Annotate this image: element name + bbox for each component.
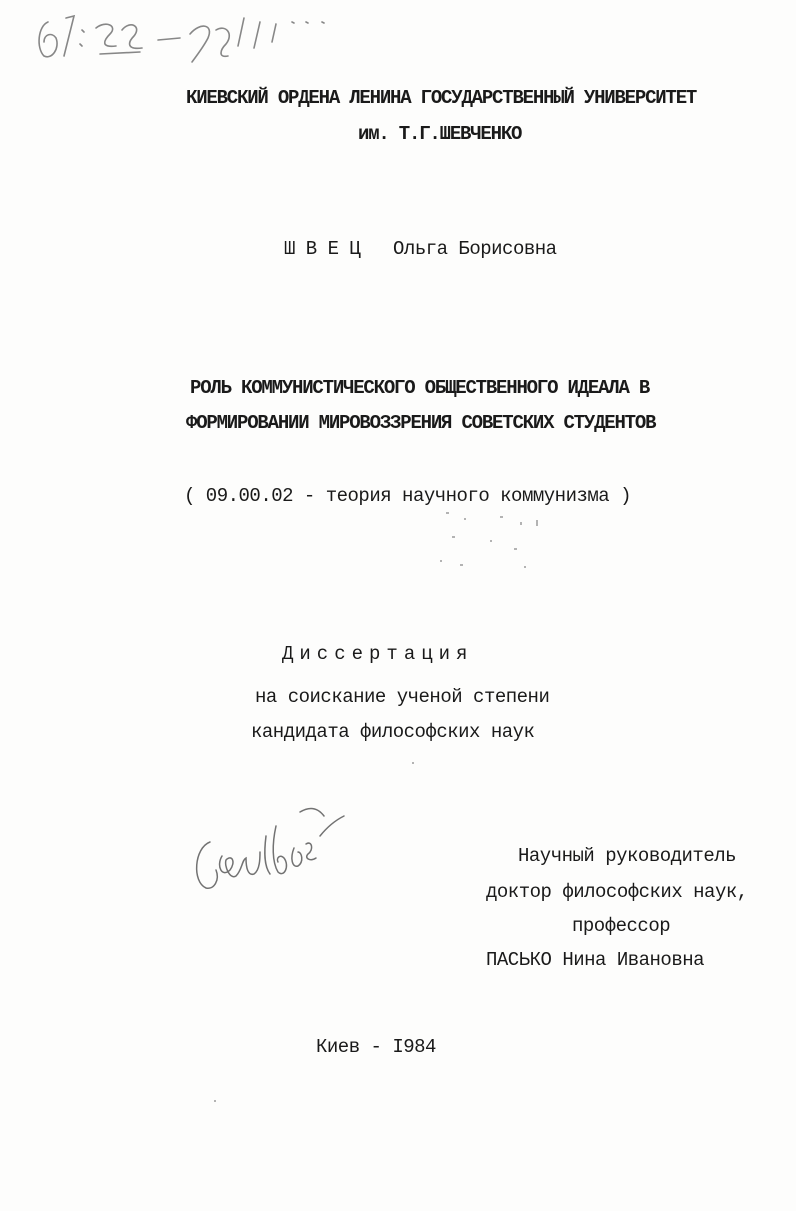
- dust-speck: [412, 762, 414, 764]
- degree-name: кандидата философских наук: [251, 721, 535, 743]
- author-name: Ш В Е Ц Ольга Борисовна: [284, 238, 557, 260]
- dissertation-title-line1: РОЛЬ КОММУНИСТИЧЕСКОГО ОБЩЕСТВЕННОГО ИДЕАЛА В: [190, 377, 650, 399]
- dust-speck: [214, 1100, 216, 1102]
- supervisor-label: Научный руководитель: [518, 845, 737, 867]
- institution-name: КИЕВСКИЙ ОРДЕНА ЛЕНИНА ГОСУДАРСТВЕННЫЙ УНИВЕРСИТЕТ: [186, 87, 697, 109]
- handwritten-archive-mark: [30, 4, 350, 74]
- specialty-code: ( 09.00.02 - теория научного коммунизма ): [184, 485, 631, 507]
- place-and-year: Киев - I984: [316, 1036, 436, 1058]
- degree-purpose: на соискание ученой степени: [255, 686, 550, 708]
- supervisor-name: ПАСЬКО Нина Ивановна: [486, 949, 705, 971]
- supervisor-degree: доктор философских наук,: [486, 881, 748, 903]
- handwritten-signature: [186, 796, 356, 906]
- dissertation-title-line2: ФОРМИРОВАНИИ МИРОВОЗЗРЕНИЯ СОВЕТСКИХ СТУДЕНТОВ: [186, 412, 656, 434]
- document-type: Диссертация: [282, 643, 474, 665]
- supervisor-rank: профессор: [572, 915, 671, 937]
- institution-subtitle: им. Т.Г.ШЕВЧЕНКО: [358, 123, 522, 145]
